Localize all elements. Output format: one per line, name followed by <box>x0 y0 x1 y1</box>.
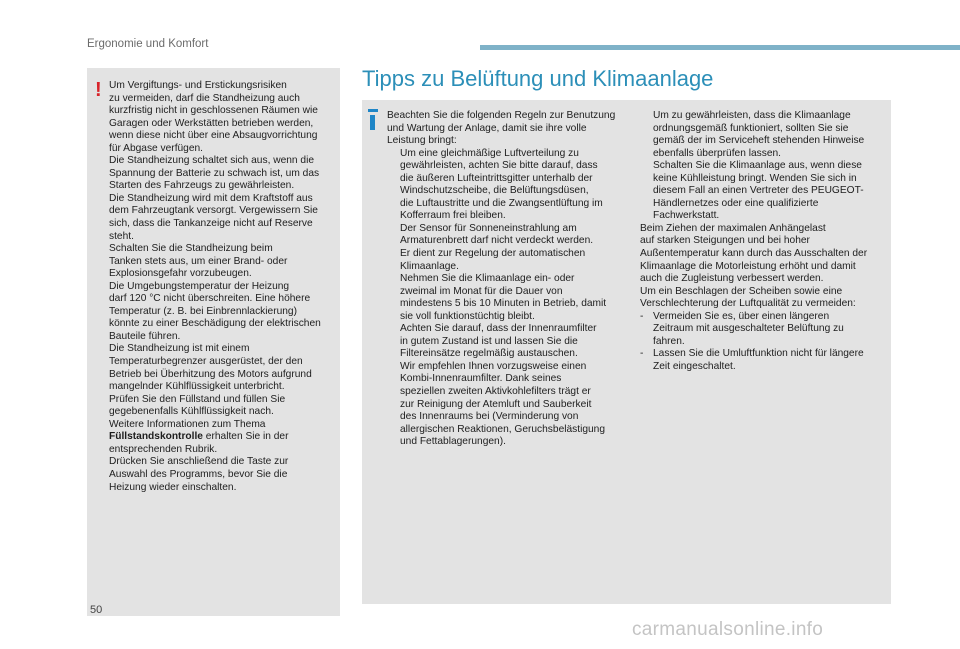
text-line: Tanken stets aus, um einer Brand- oder <box>109 255 288 267</box>
text-line: Fachwerkstatt. <box>653 210 720 222</box>
warning-lines <box>109 80 335 431</box>
warning-text <box>109 80 335 494</box>
text-line: Vermeiden Sie es, über einen längeren <box>653 310 830 322</box>
text-line: mangelnder Kühlflüssigkeit unterbricht. <box>109 381 285 393</box>
page-number: 50 <box>90 604 103 616</box>
text-line: die äußeren Lufteintrittsgitter unterhalb der <box>400 172 593 184</box>
text-line: Windschutzscheibe, die Belüftungsdüsen, <box>400 185 589 197</box>
bold-term-tail: erhalten Sie in der <box>202 431 289 443</box>
text-line: gegebenenfalls Kühlflüssigkeit nach. <box>109 406 274 418</box>
warning-panel <box>87 68 340 616</box>
text-line: Lassen Sie die Umluftfunktion nicht für längere <box>653 348 864 360</box>
text-line: fahren. <box>653 335 685 347</box>
page-title: Tipps zu Belüftung und Klimaanlage <box>362 66 714 91</box>
warning-end-lines <box>109 444 335 494</box>
text-line: Kofferraum frei bleiben. <box>400 210 506 222</box>
text-line: gemäß der im Serviceheft stehenden Hinweise <box>653 135 865 147</box>
text-line: zu vermeiden, darf die Standheizung auch <box>109 92 300 104</box>
text-line: Achten Sie darauf, dass der Innenraumfilter <box>400 323 597 335</box>
bullet-item <box>387 148 627 223</box>
bullet-item <box>387 273 627 323</box>
info-column-1 <box>387 110 627 449</box>
text-line: Um ein Beschlagen der Scheiben sowie eine <box>640 285 843 297</box>
text-line: darf 120 °C nicht überschreiten. Eine höhere <box>109 293 311 305</box>
text-line: entsprechenden Rubrik. <box>109 443 218 455</box>
text-line: Leistung bringt: <box>387 135 457 147</box>
dash-marker: - <box>640 310 644 322</box>
warning-line-bold <box>109 431 335 444</box>
info-bullets-2 <box>640 110 883 223</box>
text-line: Heizung wieder einschalten. <box>109 481 237 493</box>
text-line: Armaturenbrett darf nicht verdeckt werden. <box>400 235 594 247</box>
text-line: ordnungsgemäß funktioniert, sollten Sie sie <box>653 122 849 134</box>
text-line: Händlernetzes oder eine qualifizierte <box>653 197 819 209</box>
text-line: Um zu gewährleisten, dass die Klimaanlage <box>653 110 851 121</box>
text-line: die Luftaustritte und die Zwangsentlüftung im <box>400 197 603 209</box>
text-line: Die Umgebungstemperatur der Heizung <box>109 280 290 292</box>
text-line: Temperaturbegrenzer ausgerüstet, der den <box>109 356 303 368</box>
dash-item <box>640 311 883 349</box>
text-line: Weitere Informationen zum Thema <box>109 418 266 430</box>
dash-item <box>640 348 883 373</box>
text-line: und Fettablagerungen). <box>400 436 506 448</box>
text-line: Drücken Sie anschließend die Taste zur <box>109 456 289 468</box>
exclamation-icon: ! <box>95 79 102 101</box>
bullet-item <box>387 323 627 448</box>
info-icon <box>368 109 378 131</box>
text-line: mindestens 5 bis 10 Minuten in Betrieb, damit <box>400 298 607 310</box>
text-line: Verschlechterung der Luftqualität zu vermeiden: <box>640 298 856 310</box>
text-line: Beachten Sie die folgenden Regeln zur Benutzung <box>387 110 616 121</box>
text-line: Kombi-Innenraumfilter. Dank seines <box>400 373 562 385</box>
text-line: kurzfristig nicht in geschlossenen Räumen wie <box>109 105 318 117</box>
info-panel <box>362 100 891 604</box>
text-line: Schalten Sie die Standheizung beim <box>109 243 273 255</box>
text-line: Wir empfehlen Ihnen vorzugsweise einen <box>400 360 587 372</box>
text-line: Prüfen Sie den Füllstand und füllen Sie <box>109 393 286 405</box>
info-bullets-1 <box>387 148 627 449</box>
text-line: Zeitraum mit ausgeschalteter Belüftung zu <box>653 323 844 335</box>
text-line: Um eine gleichmäßige Luftverteilung zu <box>400 147 579 159</box>
bullet-item <box>387 223 627 273</box>
text-line: gewährleisten, achten Sie bitte darauf, dass <box>400 160 598 172</box>
text-line: Garagen oder Werkstätten betrieben werden, <box>109 117 314 129</box>
text-line: zweimal im Monat für die Dauer von <box>400 285 563 297</box>
text-line: Die Standheizung ist mit einem <box>109 343 250 355</box>
watermark: carmanualsonline.info <box>632 619 824 640</box>
text-line: ebenfalls überprüfen lassen. <box>653 147 781 159</box>
bold-term: Füllstandskontrolle <box>109 431 203 443</box>
text-line: und Wartung der Anlage, damit sie ihre volle <box>387 122 587 134</box>
info-dash-list <box>640 311 883 374</box>
info-intro <box>387 110 627 148</box>
bullet-item <box>640 160 883 223</box>
text-line: Starten des Fahrzeugs zu gewährleisten. <box>109 180 295 192</box>
info-column-2 <box>640 110 883 373</box>
text-line: keine Kühlleistung bringt. Wenden Sie sich in <box>653 172 857 184</box>
text-line: Schalten Sie die Klimaanlage aus, wenn diese <box>653 160 862 172</box>
text-line: Explosionsgefahr vorzubeugen. <box>109 268 252 280</box>
header-accent-bar <box>480 45 960 50</box>
text-line: auf starken Steigungen und bei hoher <box>640 235 810 247</box>
text-line: Zeit eingeschaltet. <box>653 360 736 372</box>
text-line: wenn diese nicht über eine Absaugvorrichtung <box>109 130 318 142</box>
text-line: Die Standheizung wird mit dem Kraftstoff aus <box>109 192 313 204</box>
text-line: Filtereinsätze regelmäßig austauschen. <box>400 348 578 360</box>
text-line: auch die Zugleistung verbessert werden. <box>640 273 824 285</box>
text-line: Er dient zur Regelung der automatischen <box>400 248 586 260</box>
text-line: dem Fahrzeugtank versorgt. Vergewissern Sie <box>109 205 318 217</box>
text-line: Der Sensor für Sonneneinstrahlung am <box>400 222 577 234</box>
text-line: sie voll funktionstüchtig bleibt. <box>400 310 535 322</box>
text-line: speziellen zweiten Aktivkohlefilters trägt er <box>400 386 591 398</box>
text-line: Spannung der Batterie zu schwach ist, um das <box>109 167 320 179</box>
text-line: diesem Fall an einen Vertreter des PEUGEOT- <box>653 185 864 197</box>
section-header: Ergonomie und Komfort <box>87 38 209 50</box>
text-line: allergischen Reaktionen, Geruchsbelästigung <box>400 423 606 435</box>
text-line: Bauteile führen. <box>109 330 181 342</box>
text-line: in gutem Zustand ist und lassen Sie die <box>400 335 578 347</box>
text-line: Temperatur (z. B. bei Einbrennlackierung) <box>109 305 297 317</box>
text-line: sich, dass die Tankanzeige nicht auf Reserve <box>109 218 313 230</box>
bullet-item <box>640 110 883 160</box>
text-line: Klimaanlage. <box>400 260 459 272</box>
text-line: Klimaanlage die Motorleistung erhöht und damit <box>640 260 856 272</box>
dash-marker: - <box>640 348 644 360</box>
text-line: zur Reinigung der Atemluft und Sauberkeit <box>400 398 592 410</box>
info-paragraph <box>640 223 883 311</box>
text-line: für Abgase verfügen. <box>109 142 204 154</box>
text-line: Um Vergiftungs- und Erstickungsrisiken <box>109 80 287 91</box>
text-line: Außentemperatur kann durch das Ausschalten der <box>640 248 868 260</box>
text-line: steht. <box>109 230 134 242</box>
text-line: Auswahl des Programms, bevor Sie die <box>109 468 288 480</box>
text-line: könnte zu einer Beschädigung der elektrischen <box>109 318 321 330</box>
text-line: Beim Ziehen der maximalen Anhängelast <box>640 222 826 234</box>
text-line: Betrieb bei Überhitzung des Motors aufgrund <box>109 368 312 380</box>
text-line: Nehmen Sie die Klimaanlage ein- oder <box>400 273 575 285</box>
text-line: des Innenraums bei (Verminderung von <box>400 411 579 423</box>
text-line: Die Standheizung schaltet sich aus, wenn die <box>109 155 315 167</box>
